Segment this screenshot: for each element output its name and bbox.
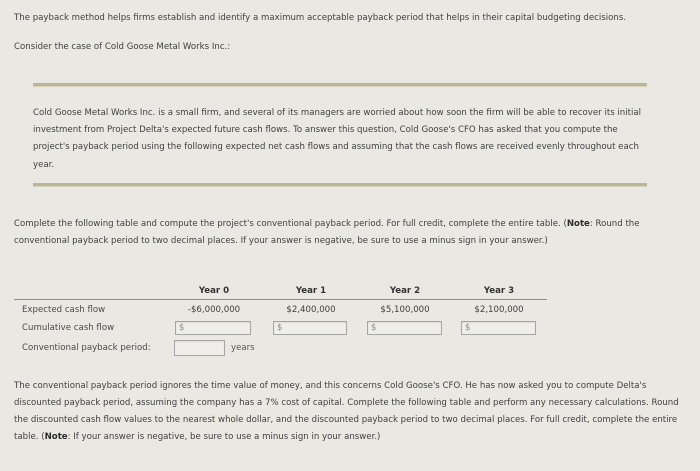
dollar-prefix: $ [465, 323, 471, 333]
expected-cash-flow-year-0: -$6,000,000 [187, 305, 241, 315]
bottom-divider [33, 183, 647, 187]
table-instructions [14, 216, 684, 250]
instructions-pre: Complete the following table and compute the project's conventional payback period. For full credit, complete the entire table. ( [14, 219, 567, 229]
top-divider [33, 83, 647, 87]
discounted-post: : If your answer is negative, be sure to use a minus sign in your answer.) [67, 432, 381, 442]
column-header-year-3: Year 3 [483, 286, 515, 296]
years-unit-label: years [231, 343, 255, 353]
note-label: Note [566, 219, 590, 229]
column-header-year-0: Year 0 [198, 286, 230, 296]
cumulative-cash-flow-year-0-input[interactable] [175, 321, 251, 335]
consider-text: Consider the case of Cold Goose Metal Works Inc.: [14, 42, 231, 52]
cumulative-cash-flow-year-2-input[interactable] [367, 321, 442, 335]
cumulative-cash-flow-label: Cumulative cash flow [22, 323, 115, 333]
note-label: Note [44, 432, 68, 442]
instructions-post: : Round the conventional payback period to two decimal places. If your answer is negative, be sure to use a minus sign in your answer.) [14, 219, 640, 246]
expected-cash-flow-year-3: $2,100,000 [474, 305, 524, 315]
cumulative-cash-flow-year-3-input[interactable] [461, 321, 536, 335]
dollar-prefix: $ [277, 323, 283, 333]
expected-cash-flow-year-2: $5,100,000 [380, 305, 430, 315]
discounted-payback-instructions [14, 378, 694, 446]
payback-period-input[interactable] [174, 340, 225, 356]
dollar-prefix: $ [179, 323, 185, 333]
expected-cash-flow-label: Expected cash flow [22, 305, 106, 315]
case-description: Cold Goose Metal Works Inc. is a small firm, and several of its managers are worried about how soon the firm will be able to recover its initial investment from Project Delta's expected future cash flows. To answer this question, Cold Goose's CFO has asked that you compute the project's payback period using the following expected net cash flows and assuming that the cash flows are received evenly throughout each year. [33, 108, 642, 170]
cumulative-cash-flow-year-1-input[interactable] [273, 321, 347, 335]
expected-cash-flow-year-1: $2,400,000 [286, 305, 336, 315]
dollar-prefix: $ [371, 323, 377, 333]
discounted-pre: The conventional payback period ignores the time value of money, and this concerns Cold Goose's CFO. He has now asked you to compute Delta's discounted payback period, assuming the company has a 7% cost of capital. Complete the following table and perform any necessary calculations. Round the discounted cash flow values to the nearest whole dollar, and the discounted payback period to two decimal places. For full credit, complete the entire table. ( [14, 381, 679, 442]
intro-text: The payback method helps firms establish and identify a maximum acceptable payback period that helps in their capital budgeting decisions. [14, 13, 627, 23]
column-header-year-2: Year 2 [389, 286, 421, 296]
payback-period-label: Conventional payback period: [22, 343, 151, 353]
column-header-year-1: Year 1 [295, 286, 327, 296]
table-header-rule [14, 299, 547, 300]
